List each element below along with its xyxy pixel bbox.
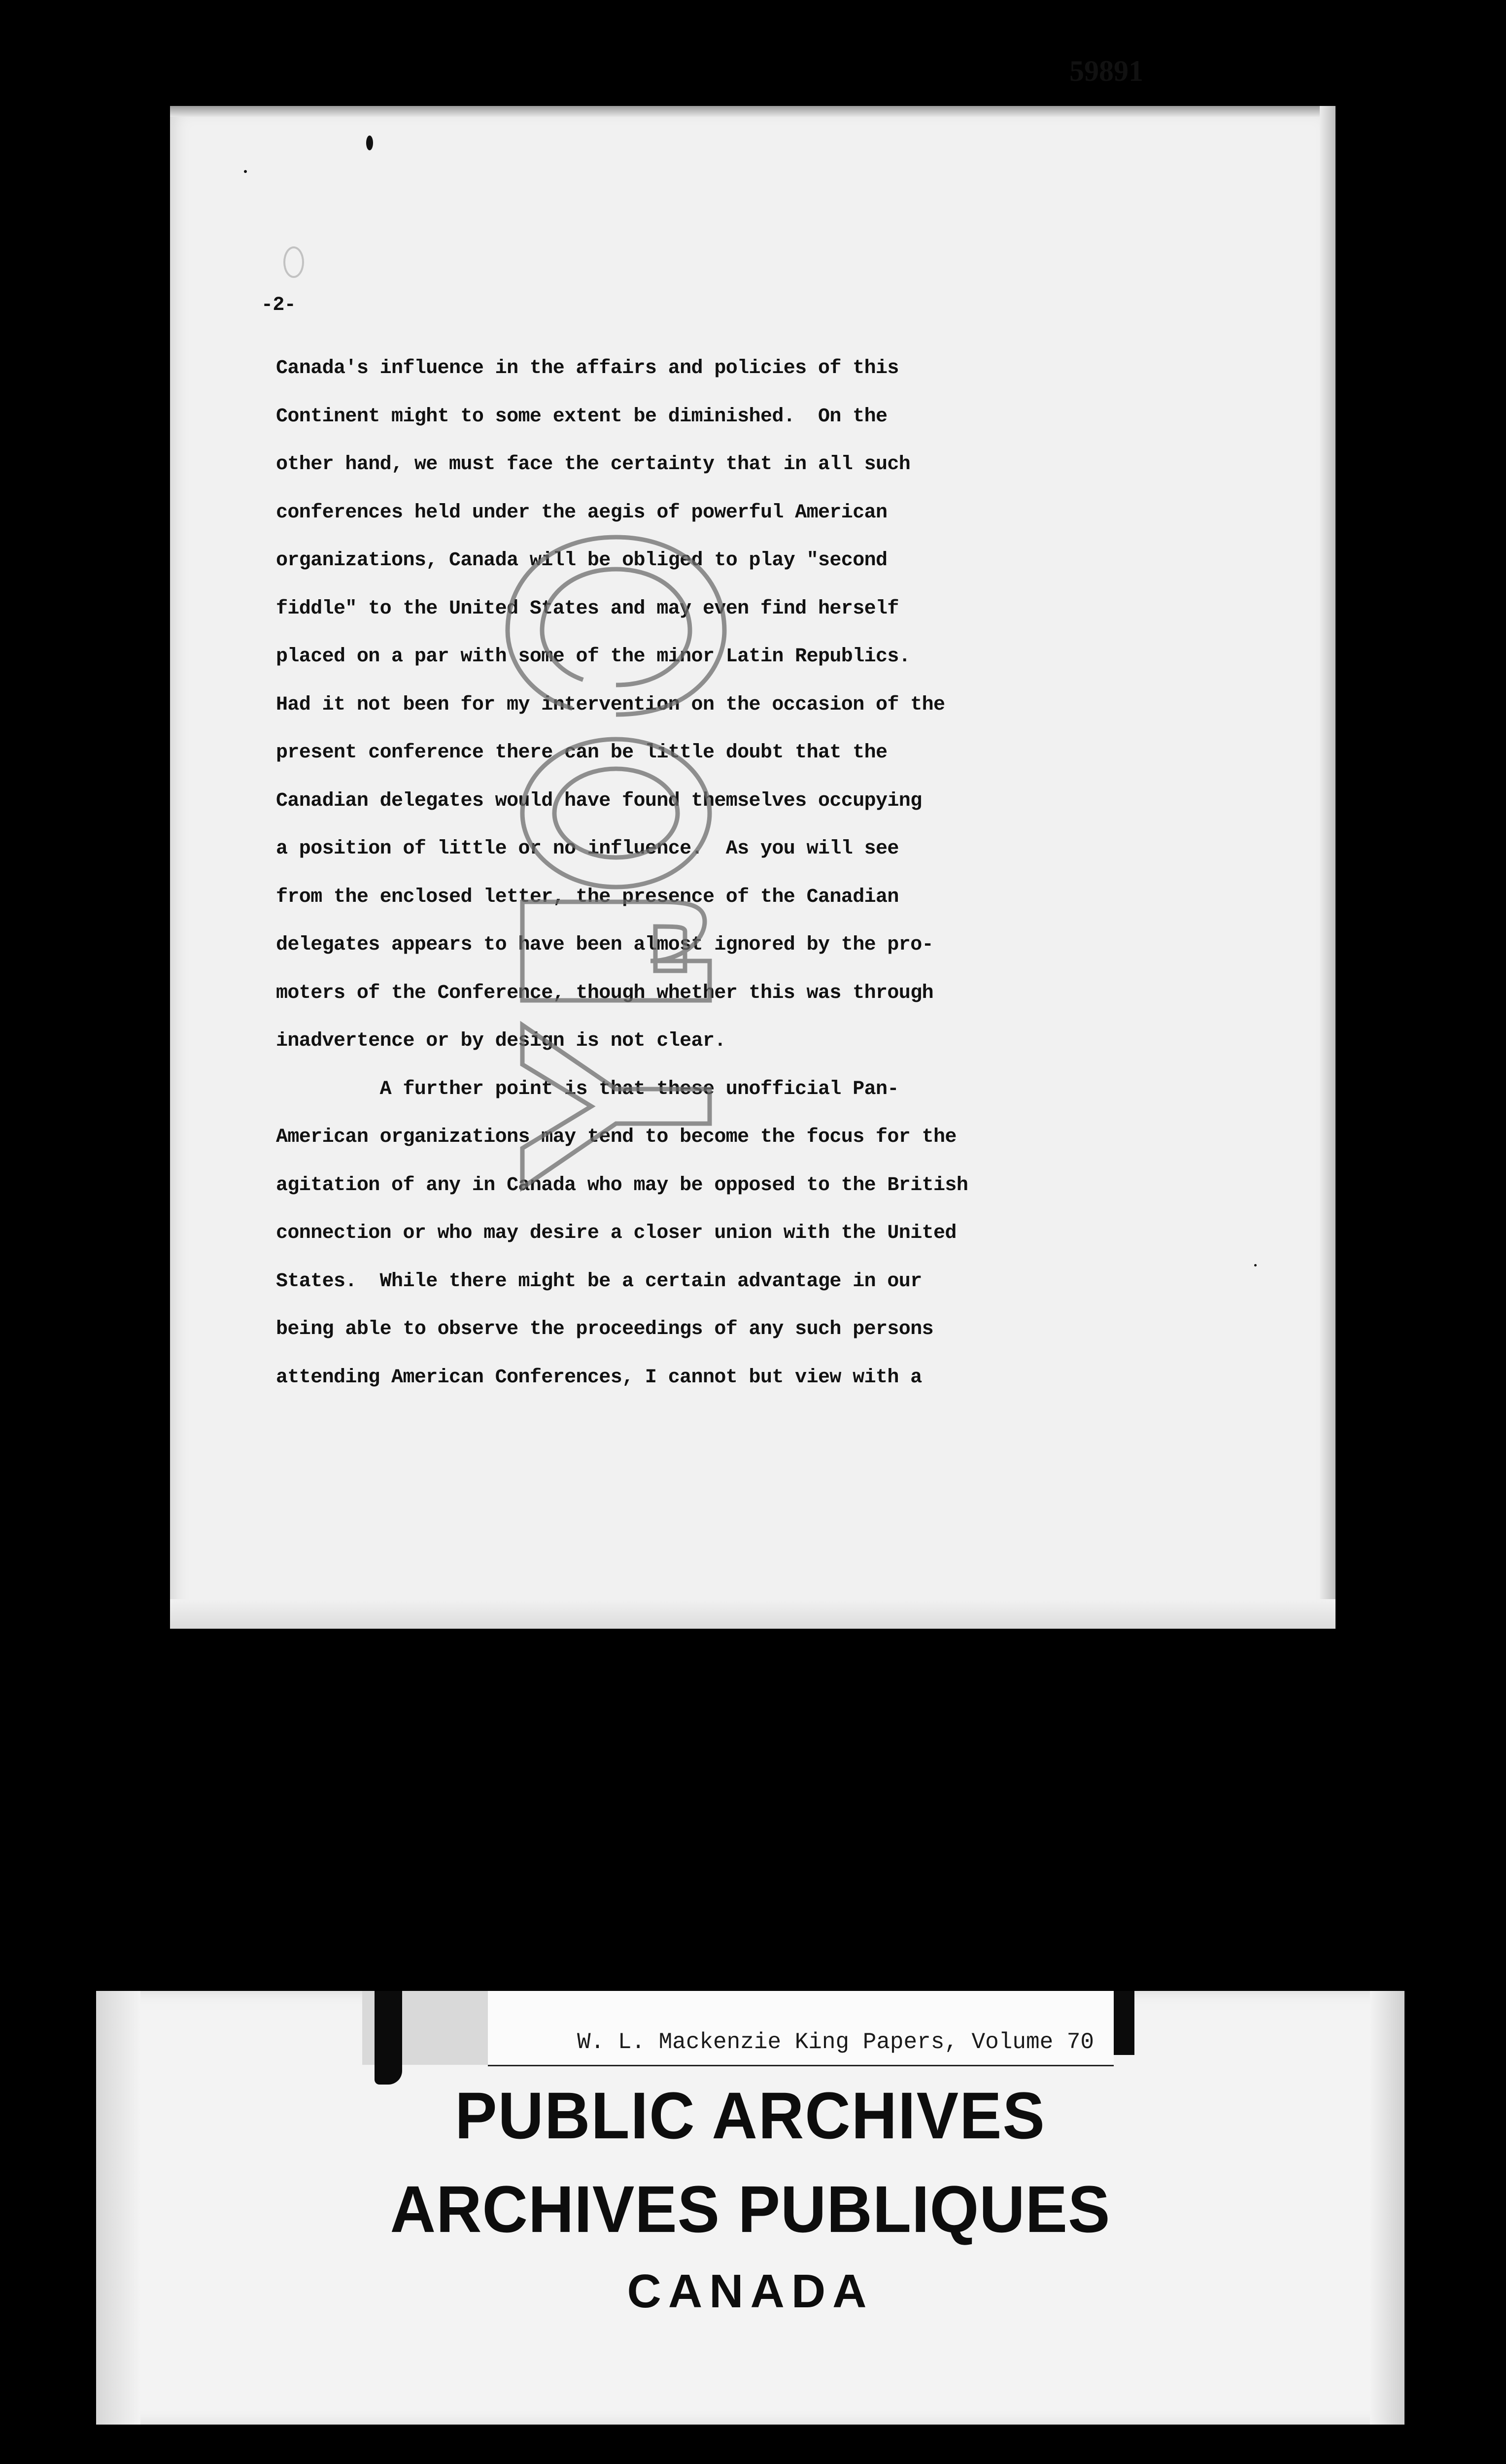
text-line: a position of little or no influence. As you will see bbox=[276, 838, 899, 860]
text-line: Canada's influence in the affairs and policies of this bbox=[276, 357, 899, 379]
text-line: organizations, Canada will be obliged to play "second bbox=[276, 549, 888, 572]
text-line: placed on a par with some of the minor Latin Republics. bbox=[276, 646, 911, 668]
text-line: attending American Conferences, I cannot but view with a bbox=[276, 1366, 922, 1389]
volume-label: W. L. Mackenzie King Papers, Volume 70 bbox=[577, 2029, 1094, 2055]
text-line: American organizations may tend to become the focus for the bbox=[276, 1126, 957, 1148]
page-top-edge bbox=[170, 106, 1335, 117]
text-line: Canadian delegates would have found themselves occupying bbox=[276, 789, 922, 812]
ink-speck bbox=[1254, 1264, 1257, 1266]
text-line: conferences held under the aegis of powerful American bbox=[276, 501, 888, 524]
text-line: fiddle" to the United States and may even find herself bbox=[276, 597, 899, 620]
card-tab-mark bbox=[375, 1991, 402, 2085]
page-right-edge bbox=[1320, 106, 1335, 1629]
text-line: States. While there might be a certain advantage in our bbox=[276, 1270, 922, 1293]
page-bottom-edge bbox=[170, 1599, 1335, 1629]
document-page bbox=[170, 106, 1335, 1629]
archives-title-french: ARCHIVES PUBLIQUES bbox=[390, 2172, 1111, 2247]
text-line: A further point is that these unofficial Pan- bbox=[276, 1078, 899, 1100]
archives-country: CANADA bbox=[627, 2265, 874, 2318]
ink-speck bbox=[244, 170, 247, 173]
text-line: Had it not been for my intervention on the occasion of the bbox=[276, 693, 945, 716]
text-line: connection or who may desire a closer union with the United bbox=[276, 1222, 957, 1244]
punch-hole-mark bbox=[283, 246, 304, 278]
ink-speck bbox=[366, 136, 373, 150]
text-line: inadvertence or by design is not clear. bbox=[276, 1030, 726, 1052]
text-line: other hand, we must face the certainty that in all such bbox=[276, 453, 911, 476]
archives-title-english: PUBLIC ARCHIVES bbox=[455, 2079, 1046, 2153]
page-number: 59891 bbox=[1069, 55, 1143, 87]
card-tab-mark bbox=[1114, 1991, 1134, 2055]
volume-strip bbox=[488, 1991, 1114, 2066]
text-line: being able to observe the proceedings of any such persons bbox=[276, 1318, 934, 1340]
archives-label-card bbox=[96, 1991, 1404, 2425]
text-line: present conference there can be little doubt that the bbox=[276, 742, 888, 764]
text-line: agitation of any in Canada who may be opposed to the British bbox=[276, 1174, 968, 1197]
page-marker: -2- bbox=[261, 294, 296, 316]
text-line: Continent might to some extent be diminished. On the bbox=[276, 405, 888, 428]
text-line: from the enclosed letter, the presence of the Canadian bbox=[276, 886, 899, 908]
text-line: moters of the Conference, though whether this was through bbox=[276, 982, 934, 1004]
text-line: delegates appears to have been almost ignored by the pro- bbox=[276, 934, 934, 956]
